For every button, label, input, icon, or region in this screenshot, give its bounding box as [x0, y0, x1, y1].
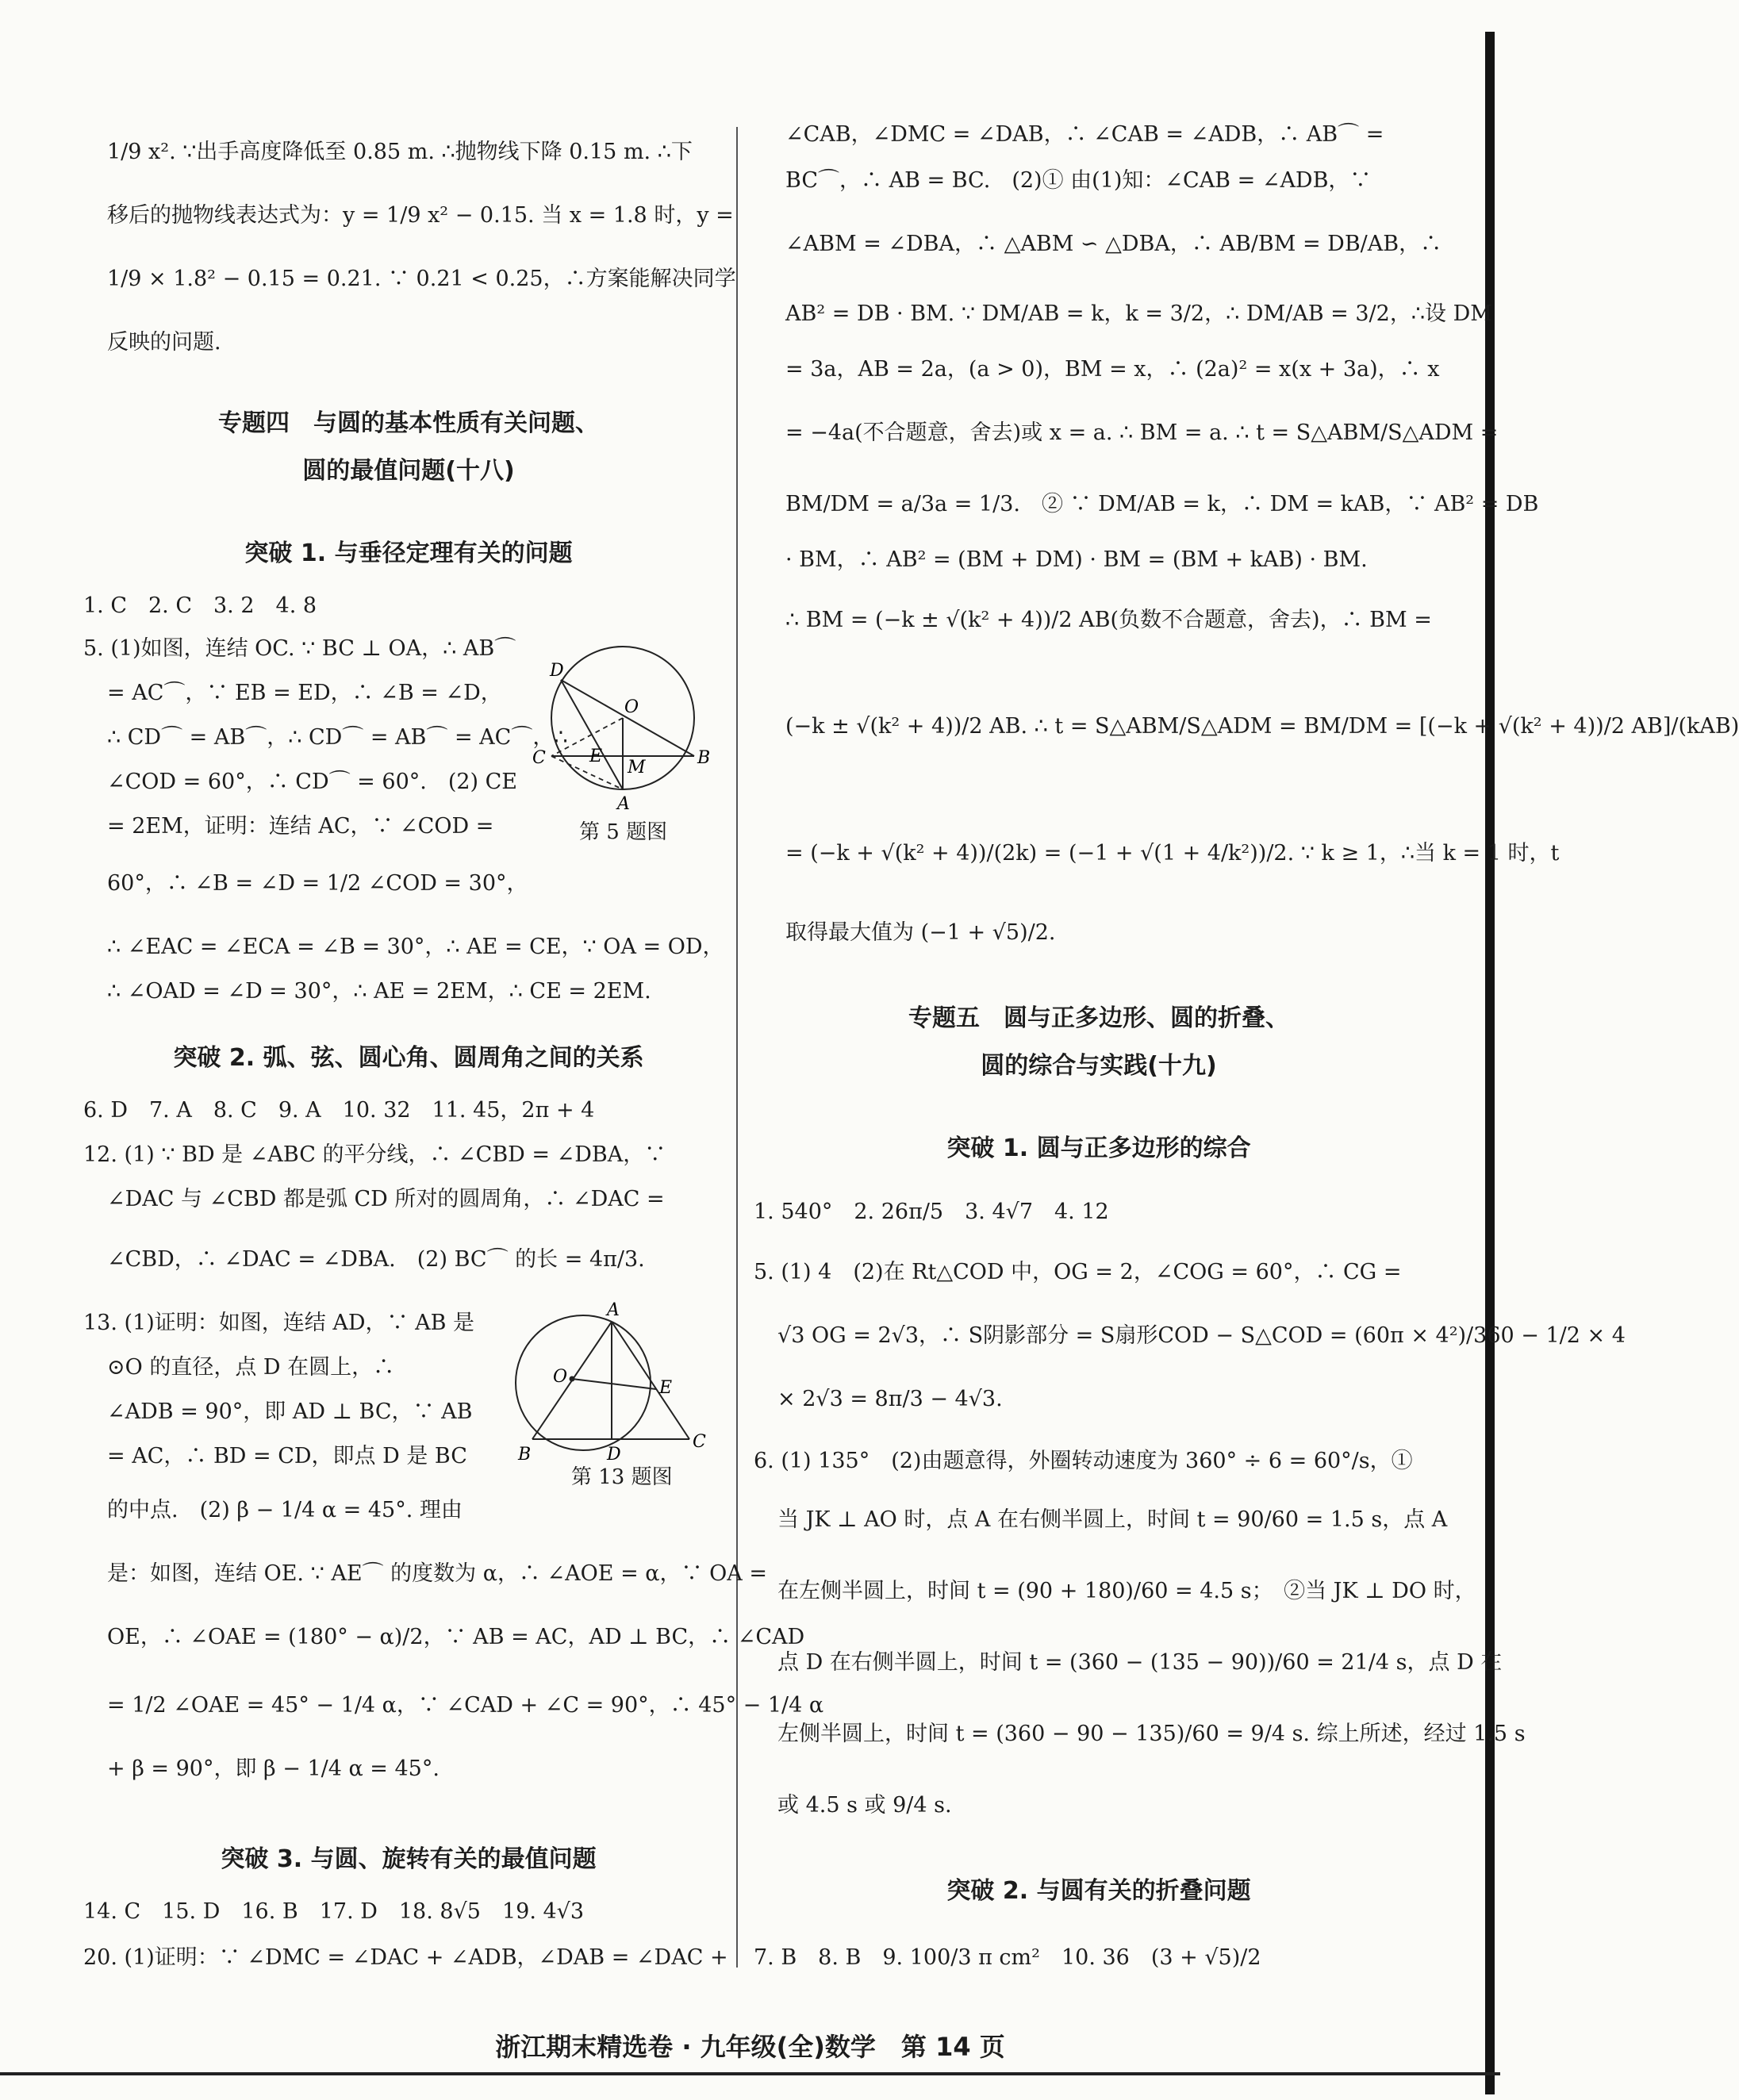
q12-line-2: ∠DAC 与 ∠CBD 都是弧 CD 所对的圆周角，∴ ∠DAC =: [107, 1187, 665, 1211]
q13-line-5: 的中点. (2) β − 1/4 α = 45°. 理由: [107, 1498, 463, 1522]
fig5-dashed-ca: [551, 756, 623, 789]
fig5-label-b: B: [697, 748, 711, 768]
footer-rule: [0, 2072, 1500, 2075]
right-line-5: = 3a，AB = 2a，(a > 0)，BM = x，∴ (2a)² = x(x + 3a)，∴ x: [785, 357, 1440, 382]
page-footer: 浙江期末精选卷 · 九年级(全)数学 第 14 页: [495, 2032, 1005, 2062]
right-line-8: · BM，∴ AB² = (BM + DM) · BM = (BM + kAB) · BM.: [785, 547, 1368, 572]
right-q5-line-3: × 2√3 = 8π/3 − 4√3.: [777, 1387, 1003, 1411]
left-line-3: 1/9 × 1.8² − 0.15 = 0.21. ∵ 0.21 < 0.25，∴方案能解决同学: [107, 267, 736, 291]
right-answers-1-4: 1. 540° 2. 26π/5 3. 4√7 4. 12: [754, 1200, 1109, 1224]
topic-5-title-1: 专题五 圆与正多边形、圆的折叠、: [908, 1004, 1289, 1032]
right-q6-line-4: 点 D 在右侧半圆上，时间 t = (360 − (135 − 90))/60 = 21/4 s，点 D 在: [777, 1650, 1503, 1675]
right-q6-line-2: 当 JK ⊥ AO 时，点 A 在右侧半圆上，时间 t = 90/60 = 1.5 s，点 A: [777, 1507, 1448, 1532]
fig13-label-d: D: [607, 1445, 621, 1465]
q13-line-6: 是：如图，连结 OE. ∵ AE⌒ 的度数为 α，∴ ∠AOE = α，∵ OA =: [107, 1561, 767, 1586]
fig5-dashed-oc: [551, 718, 623, 756]
fig13-circle: [516, 1315, 651, 1450]
q13-line-2: ⊙O 的直径，点 D 在圆上，∴: [107, 1355, 395, 1380]
answers-1-4: 1. C 2. C 3. 2 4. 8: [83, 593, 317, 618]
q12-line-3: ∠CBD，∴ ∠DAC = ∠DBA. (2) BC⌒ 的长 = 4π/3.: [107, 1247, 645, 1272]
q5-line-7: ∴ ∠EAC = ∠ECA = ∠B = 30°，∴ AE = CE，∵ OA = OD，: [107, 935, 724, 959]
q5-line-8: ∴ ∠OAD = ∠D = 30°，∴ AE = 2EM，∴ CE = 2EM.: [107, 979, 651, 1004]
q13-line-8: = 1/2 ∠OAE = 45° − 1/4 α，∵ ∠CAD + ∠C = 90°，∴ 45° − 1/4 α: [107, 1693, 824, 1718]
q13-line-3: ∠ADB = 90°，即 AD ⊥ BC，∵ AB: [107, 1399, 473, 1424]
fig13-label-c: C: [693, 1432, 706, 1452]
q5-line-4: ∠COD = 60°，∴ CD⌒ = 60°. (2) CE: [107, 770, 518, 794]
right-q6-line-6: 或 4.5 s 或 9/4 s.: [777, 1793, 952, 1818]
fig5-label-a: A: [617, 794, 630, 814]
page-edge-shadow: [1485, 32, 1495, 2094]
left-line-2: 移后的抛物线表达式为：y = 1/9 x² − 0.15. 当 x = 1.8 时，y =: [107, 203, 734, 228]
break-2-title: 突破 2. 弧、弦、圆心角、圆周角之间的关系: [173, 1044, 644, 1072]
right-q5-line-1: 5. (1) 4 (2)在 Rt△COD 中，OG = 2，∠COG = 60°，∴ CG =: [754, 1260, 1402, 1284]
right-q6-line-5: 左侧半圆上，时间 t = (360 − 90 − 135)/60 = 9/4 s. 综上所述，经过 1.5 s: [777, 1722, 1526, 1746]
topic-4-title-2: 圆的最值问题(十八): [302, 457, 515, 485]
right-answers-7-10: 7. B 8. B 9. 100/3 π cm² 10. 36 (3 + √5)/2: [754, 1945, 1261, 1970]
fig13-label-b: B: [518, 1445, 532, 1465]
right-line-4: AB² = DB · BM. ∵ DM/AB = k，k = 3/2，∴ DM/AB = 3/2，∴设 DM: [785, 301, 1492, 326]
q20-line-1: 20. (1)证明：∵ ∠DMC = ∠DAC + ∠ADB，∠DAB = ∠DAC +: [83, 1945, 728, 1970]
q12-line-1: 12. (1) ∵ BD 是 ∠ABC 的平分线，∴ ∠CBD = ∠DBA，∵: [83, 1142, 666, 1167]
fig5-chord-db: [561, 680, 694, 756]
fig5-label-e: E: [589, 747, 603, 766]
right-line-2: BC⌒，∴ AB = BC. (2)① 由(1)知：∠CAB = ∠ADB，∵: [785, 168, 1372, 193]
q13-line-1: 13. (1)证明：如图，连结 AD，∵ AB 是: [83, 1311, 474, 1335]
fig13-side-ac: [612, 1322, 689, 1439]
figure-13: [488, 1300, 726, 1489]
right-q6-line-1: 6. (1) 135° (2)由题意得，外圈转动速度为 360° ÷ 6 = 60°/s，①: [754, 1449, 1413, 1473]
answers-6-11: 6. D 7. A 8. C 9. A 10. 32 11. 45，2π + 4: [83, 1098, 595, 1123]
q5-line-5: = 2EM，证明：连结 AC，∵ ∠COD =: [107, 814, 494, 839]
fig13-label-e: E: [659, 1378, 673, 1398]
right-break-1-title: 突破 1. 圆与正多边形的综合: [946, 1134, 1251, 1162]
break-1-title: 突破 1. 与垂径定理有关的问题: [244, 539, 573, 567]
fig5-label-m: M: [628, 758, 646, 777]
break-3-title: 突破 3. 与圆、旋转有关的最值问题: [221, 1845, 597, 1873]
left-line-4: 反映的问题.: [107, 330, 221, 355]
q5-line-2: = AC⌒，∵ EB = ED，∴ ∠B = ∠D，: [107, 681, 502, 705]
right-line-10: (−k ± √(k² + 4))/2 AB. ∴ t = S△ABM/S△ADM = BM/DM = [(−k + √(k² + 4))/2 AB]/(kAB): [785, 714, 1739, 739]
answers-14-19: 14. C 15. D 16. B 17. D 18. 8√5 19. 4√3: [83, 1899, 585, 1924]
left-line-1: 1/9 x². ∵出手高度降低至 0.85 m. ∴抛物线下降 0.15 m. ∴下: [107, 140, 693, 164]
fig5-label-c: C: [532, 748, 546, 768]
right-line-7: BM/DM = a/3a = 1/3. ② ∵ DM/AB = k，∴ DM = kAB，∵ AB² = DB: [785, 492, 1539, 516]
q5-line-3: ∴ CD⌒ = AB⌒，∴ CD⌒ = AB⌒ = AC⌒，∴: [107, 725, 568, 750]
q5-line-6: 60°，∴ ∠B = ∠D = 1/2 ∠COD = 30°，: [107, 871, 528, 896]
right-line-11: = (−k + √(k² + 4))/(2k) = (−1 + √(1 + 4/k²))/2. ∵ k ≥ 1，∴当 k = 1 时，t: [785, 841, 1560, 866]
fig13-caption: 第 13 题图: [571, 1465, 673, 1489]
fig13-segment-oe: [572, 1379, 656, 1389]
fig5-label-o: O: [624, 697, 639, 717]
right-line-6: = −4a(不合题意，舍去)或 x = a. ∴ BM = a. ∴ t = S△ABM/S△ADM =: [785, 420, 1499, 445]
fig5-caption: 第 5 题图: [579, 820, 668, 844]
right-q6-line-3: 在左侧半圆上，时间 t = (90 + 180)/60 = 4.5 s； ②当 JK ⊥ DO 时，: [777, 1579, 1476, 1603]
q13-line-4: = AC，∴ BD = CD，即点 D 是 BC: [107, 1444, 467, 1468]
fig13-label-a: A: [607, 1300, 620, 1320]
right-line-9: ∴ BM = (−k ± √(k² + 4))/2 AB(负数不合题意，舍去)，∴ BM =: [785, 608, 1432, 632]
right-line-1: ∠CAB，∠DMC = ∠DAB，∴ ∠CAB = ∠ADB，∴ AB⌒ =: [785, 122, 1384, 147]
topic-4-title-1: 专题四 与圆的基本性质有关问题、: [218, 409, 599, 437]
right-break-2-title: 突破 2. 与圆有关的折叠问题: [946, 1877, 1251, 1905]
right-line-12: 取得最大值为 (−1 + √5)/2.: [785, 920, 1056, 945]
figure-5: [504, 635, 711, 844]
right-line-3: ∠ABM = ∠DBA，∴ △ABM ∽ △DBA，∴ AB/BM = DB/AB，∴: [785, 232, 1442, 256]
fig13-label-o: O: [553, 1367, 568, 1387]
fig5-label-d: D: [550, 661, 564, 681]
fig13-center-dot: [570, 1376, 575, 1382]
q5-line-1: 5. (1)如图，连结 OC. ∵ BC ⊥ OA，∴ AB⌒: [83, 636, 516, 661]
q13-line-9: + β = 90°，即 β − 1/4 α = 45°.: [107, 1756, 440, 1781]
topic-5-title-2: 圆的综合与实践(十九): [981, 1052, 1217, 1080]
right-q5-line-2: √3 OG = 2√3，∴ S阴影部分 = S扇形COD − S△COD = (60π × 4²)/360 − 1/2 × 4: [777, 1323, 1626, 1348]
q13-line-7: OE，∴ ∠OAE = (180° − α)/2，∵ AB = AC，AD ⊥ BC，∴ ∠CAD: [107, 1625, 805, 1649]
